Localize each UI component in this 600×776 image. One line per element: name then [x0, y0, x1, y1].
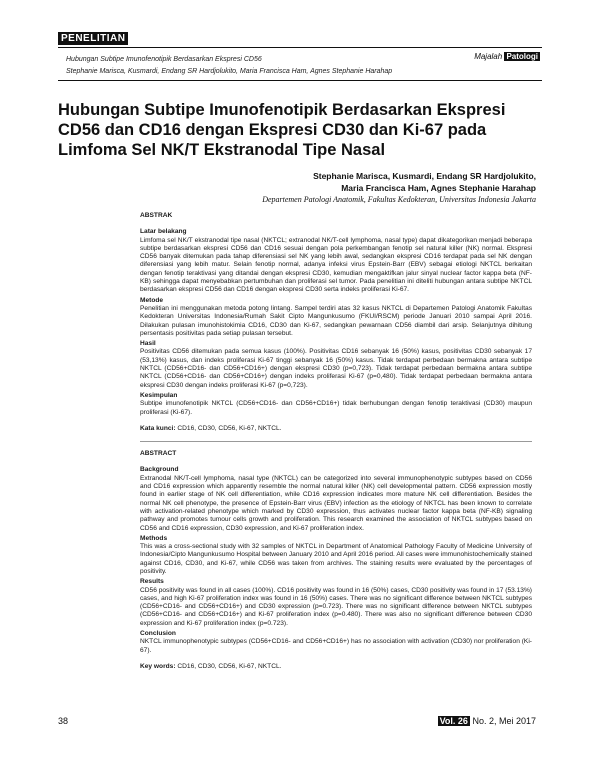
header-rule	[58, 47, 542, 48]
abstrak-h-latar: Latar belakang	[140, 228, 187, 236]
running-title: Hubungan Subtipe Imunofenotipik Berdasarkan Ekspresi CD56	[66, 56, 262, 63]
journal-prefix: Majalah	[474, 52, 503, 61]
key-words-value: CD16, CD30, CD56, Ki-67, NKTCL.	[177, 662, 282, 670]
authors-line-1: Stephanie Marisca, Kusmardi, Endang SR Hardjolukito,	[313, 171, 536, 181]
key-words	[140, 663, 532, 671]
article-title: Hubungan Subtipe Imunofenotipik Berdasarkan Ekspresi CD56 dan CD16 dengan Ekspresi CD30 dan Ki-67 pada Limfoma Sel NK/T Ekstranodal Tipe Nasal	[58, 101, 506, 159]
abstract-h-results: Results	[140, 578, 164, 586]
issue-label: No. 2, Mei 2017	[472, 716, 536, 726]
page-number: 38	[58, 716, 69, 726]
journal-mark: Patologi	[506, 52, 538, 61]
abstract-h-methods: Methods	[140, 534, 168, 542]
volume-mark: Vol. 26	[439, 716, 468, 726]
abstrak-h-hasil: Hasil	[140, 340, 156, 348]
authors	[313, 170, 536, 194]
abstract-heading: ABSTRACT	[140, 450, 177, 458]
abstrak-heading: ABSTRAK	[140, 212, 173, 219]
abstrak-p-hasil: Positivitas CD56 ditemukan pada semua kasus (100%). Positivitas CD16 sebanyak 16 (50%) kasus, positivitas CD30 sebanyak 17 (53,13%) kasus, dan indeks proliferasi Ki-67 tinggi sebanyak 16 (50%) kasus. Tidak terdapat perbedaan bermakna antara subtipe NKTCL (CD56+CD16- dan CD56+CD16+) dengan ekspresi CD30 (p=0,723). Tidak terdapat perbedaan bermakna antara subtipe NKTCL (CD56+CD16- dan CD56+CD16+) dengan indeks proliferasi Ki-67 (p=0,480). Tidak terdapat perbedaan bermakna antara ekspresi CD30 dengan indeks proliferasi Ki-67 (p=0,723).	[140, 348, 532, 389]
abstract-p-results: CD56 positivity was found in all cases (100%). CD16 positivity was found in 16 (50%) cases, CD30 positivity was found in 17 (53.13%) cases, and high Ki-67 proliferation index was found in 16 (50%) cases. There was no significant difference between NKTCL subtypes (CD56+CD16- and CD56+CD16+) and CD30 expression (p=0.723). There was no significant difference between NKTCL subtypes (CD56+CD16- and CD56+CD16+) and Ki-67 proliferation index (p=0.480). There was also no significant difference between CD30 expression and Ki-67 proliferation index (p=0.723).	[140, 586, 532, 627]
abstrak-p-latar: Limfoma sel NK/T ekstranodal tipe nasal (NKTCL; extranodal NK/T-cell lymphoma, nasal type) dapat dikategorikan menjadi beberapa subtipe berdasarkan ekspresi CD56 dan CD16 sesuai dengan pola perkembangan fenotip sel natural killer (NK) normal. Ekspresi CD56 banyak ditemukan pada tahap diferensiasi sel NK yang lebih awal, sedangkan ekspresi CD16 terdapat pada sel NK dengan diferensiasi yang lebih matur. Selain fenotip normal, adanya infeksi virus Epstein-Barr (EBV) sebagai etiologi NKTCL berkaitan dengan fenotip teraktivasi yang ditandai dengan ekspresi CD30, kemudian mengaktifkan jalur sinyal nuclear factor kappa beta (NF-KB) sehingga dapat menyebabkan pertumbuhan dan proliferasi sel tumor. Pada penelitian ini diteliti hubungan antara subtipe NKTCL berdasarkan ekspresi CD56 dan CD16 dengan ekspresi CD30 serta indeks proliferasi Ki-67.	[140, 236, 532, 294]
abstract-h-conclusion: Conclusion	[140, 630, 176, 638]
abstract-h-background: Background	[140, 466, 179, 474]
abstrak-h-kesimpulan: Kesimpulan	[140, 391, 178, 399]
abstract-p-background: Extranodal NK/T-cell lymphoma, nasal type (NKTCL) can be categorized into several immunophenotypic subtypes based on CD56 and CD16 expression which apparently resemble the normal natural killer (NK) cell developmental pattern. CD56 expression mostly found in earlier stage of NK cell differentiation, while CD16 expression indicates more mature NK cell differentiation. Besides the normal NK cell phenotype, the presence of Epstein-Barr virus (EBV) infection as the etiology of NKTCL has been known to correlate with activation-related phenotype which marked by CD30 expression, thus activates nuclear factor kappa beta (NF-KB) signaling pathway and promotes tumour cells growth and proliferation. This research examined the association of NKTCL subtypes based on CD56 and CD16 expression, CD30 expression, and Ki-67 proliferation index.	[140, 474, 532, 532]
abstract-p-methods: This was a cross-sectional study with 32 samples of NKTCL in Department of Anatomical Pathology Faculty of Medicine University of Indonesia/Cipto Mangunkusumo Hospital between January 2010 and April 2016 period. All cases were immunohistochemically stained against CD16, CD30, and Ki-67, while CD56 was taken from archives. The staining results were evaluated by the percentages of positivity.	[140, 543, 532, 575]
key-words-label: Key words:	[140, 662, 176, 670]
abstract-p-conclusion: NKTCL immunophenotypic subtypes (CD56+CD16- and CD56+CD16+) has no association with activation (CD30) nor proliferation (Ki-67).	[140, 638, 532, 654]
abstrak-p-kesimpulan: Subtipe imunofenotipik NKTCL (CD56+CD16- dan CD56+CD16+) tidak berhubungan dengan fenotip teraktivasi (CD30) maupun proliferasi (Ki-67).	[140, 400, 532, 416]
abstrak-p-metode: Penelitian ini menggunakan metoda potong lintang. Sampel terdiri atas 32 kasus NKTCL di Departemen Patologi Anatomik Fakultas Kedokteran Universitas Indonesia/Rumah Sakit Cipto Mangunkusumo (FKUI/RSCM) periode Januari 2010 sampai April 2016. Dilakukan pulasan imunohistokimia CD16, CD30 dan Ki-67, sedangkan pewarnaan CD56 diambil dari arsip. Selanjutnya dihitung persentasis positivitas pada setiap pulasan tersebut.	[140, 304, 532, 337]
affiliation: Departemen Patologi Anatomik, Fakultas Kedokteran, Universitas Indonesia Jakarta	[262, 195, 536, 204]
authors-line-2: Maria Francisca Ham, Agnes Stephanie Harahap	[341, 183, 536, 193]
kata-kunci-value: CD16, CD30, CD56, Ki-67, NKTCL.	[177, 424, 282, 432]
section-label: PENELITIAN	[58, 32, 128, 45]
journal-logo	[474, 52, 540, 61]
footer-volume	[438, 716, 536, 726]
header-bottom-rule	[58, 80, 542, 81]
kata-kunci-label: Kata kunci:	[140, 424, 176, 432]
abstract-block	[140, 212, 532, 671]
abstrak-h-metode: Metode	[140, 296, 164, 304]
kata-kunci	[140, 425, 532, 433]
running-authors: Stephanie Marisca, Kusmardi, Endang SR Hardjolukito, Maria Francisca Ham, Agnes Stephanie Harahap	[66, 68, 393, 75]
abstract-separator	[140, 441, 532, 442]
